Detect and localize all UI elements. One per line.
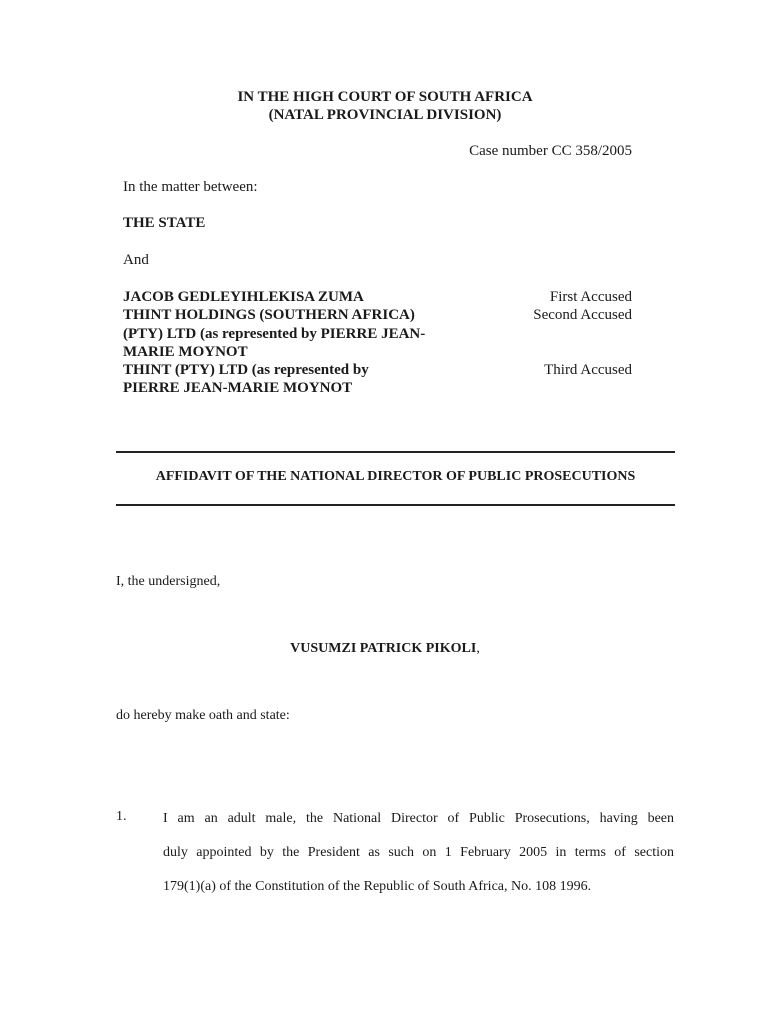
court-name: IN THE HIGH COURT OF SOUTH AFRICA xyxy=(237,89,533,105)
accused-line: MARIE MOYNOT xyxy=(123,343,248,360)
paragraph-body xyxy=(163,802,674,904)
role-second-accused: Second Accused xyxy=(533,307,632,324)
paragraph-line: 179(1)(a) of the Constitution of the Republic of South Africa, No. 108 1996. xyxy=(163,879,592,894)
deponent xyxy=(0,641,770,657)
plaintiff-name: THE STATE xyxy=(123,215,206,231)
matter-label: In the matter between: xyxy=(123,179,258,195)
accused-line: (PTY) LTD (as represented by PIERRE JEAN- xyxy=(123,325,426,342)
paragraph-number: 1. xyxy=(116,809,127,824)
undersigned-text: I, the undersigned, xyxy=(116,574,221,589)
title-rule-bottom xyxy=(116,504,675,506)
accused-line: JACOB GEDLEYIHLEKISA ZUMA xyxy=(123,289,364,305)
court-division: (NATAL PROVINCIAL DIVISION) xyxy=(268,107,502,123)
accused-parties xyxy=(123,288,483,398)
title-rule-top xyxy=(116,451,675,453)
role-third-accused: Third Accused xyxy=(544,362,632,379)
accused-line: PIERRE JEAN-MARIE MOYNOT xyxy=(123,380,353,397)
paragraph-line: I am an adult male, the National Director of Public Prosecutions, having been xyxy=(163,811,674,826)
deponent-suffix: , xyxy=(476,641,480,656)
role-spacer xyxy=(432,343,632,361)
and-label: And xyxy=(123,252,149,268)
accused-line: THINT (PTY) LTD (as represented by xyxy=(123,362,369,379)
role-spacer xyxy=(432,325,632,343)
role-first-accused: First Accused xyxy=(549,289,632,305)
affidavit-title: AFFIDAVIT OF THE NATIONAL DIRECTOR OF PUBLIC PROSECUTIONS xyxy=(155,469,636,484)
court-heading xyxy=(0,88,770,124)
oath-text: do hereby make oath and state: xyxy=(116,708,290,723)
case-number: Case number CC 358/2005 xyxy=(469,143,632,159)
deponent-name: VUSUMZI PATRICK PIKOLI xyxy=(290,641,477,656)
paragraph-line: duly appointed by the President as such on 1 February 2005 in terms of section xyxy=(163,845,674,860)
accused-line: THINT HOLDINGS (SOUTHERN AFRICA) xyxy=(123,307,415,324)
accused-roles xyxy=(432,288,632,379)
